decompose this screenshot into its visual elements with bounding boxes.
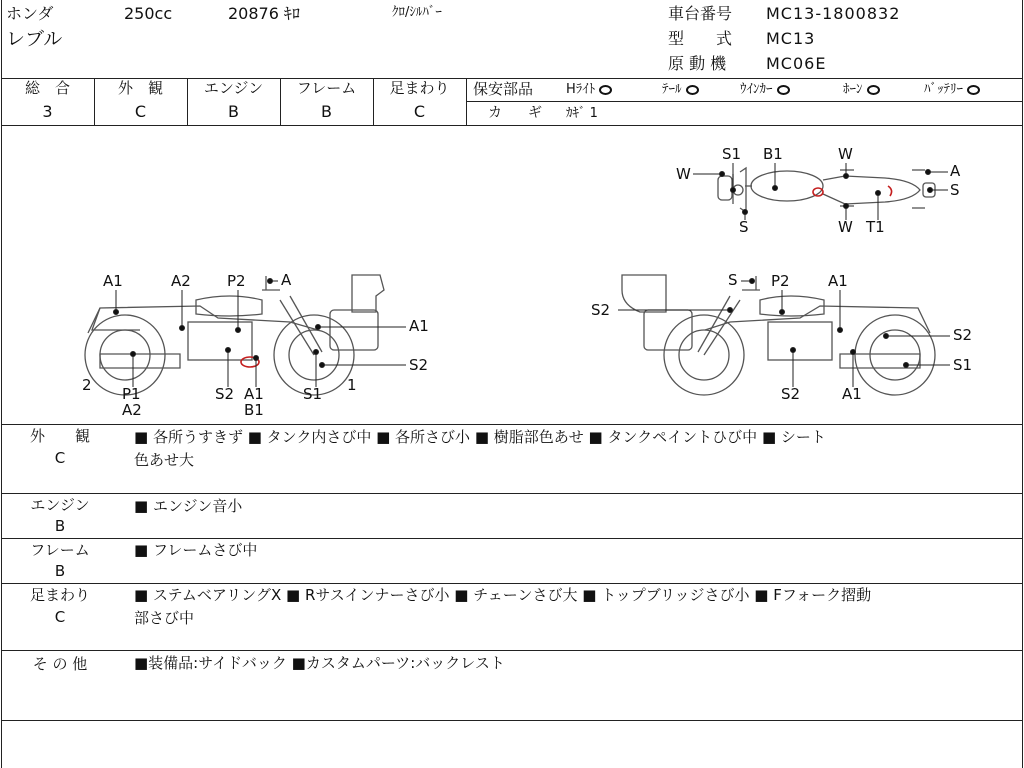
ok-circle-icon — [967, 85, 980, 95]
mileage: 20876 ｷﾛ — [228, 4, 300, 23]
safety-horn — [843, 83, 880, 96]
ok-circle-icon — [867, 85, 880, 95]
ok-circle-icon — [599, 85, 612, 95]
engine-code-label: 原 動 機 — [668, 54, 727, 73]
remark-label-frame: フレーム — [30, 541, 90, 559]
diagram-label: S2 — [781, 385, 801, 403]
maker-name: ホンダ — [6, 4, 54, 23]
grade-suspension-label: 足まわり — [389, 79, 450, 97]
safety-battery-label: ﾊﾞｯﾃﾘｰ — [924, 82, 963, 97]
grade-overall-label: 総 合 — [24, 79, 70, 97]
diagram-label: W — [838, 218, 853, 236]
grade-table-mid — [466, 101, 1023, 102]
diagram-label: P2 — [227, 272, 246, 290]
diagram-label: P1 — [122, 385, 141, 403]
safety-tail-label: ﾃｰﾙ — [662, 82, 682, 97]
body-color: ｸﾛ/ｼﾙﾊﾞｰ — [392, 5, 442, 20]
remarks-divider — [1, 720, 1023, 721]
ok-circle-icon — [777, 85, 790, 95]
grade-engine-value: B — [228, 102, 239, 121]
remark-label-engine: エンジン — [30, 496, 90, 514]
remark-grade-suspension: C — [54, 608, 66, 626]
remark-label-other: そ の 他 — [32, 655, 88, 673]
diagram-label: T1 — [866, 218, 885, 236]
displacement: 250cc — [124, 4, 173, 23]
diagram-label: A1 — [103, 272, 123, 290]
grade-suspension-value: C — [413, 102, 426, 121]
remark-text-suspension: ■ ステムベアリングX ■ Rサスインナーさび小 ■ チェーンさび大 ■ トップブリッジさび小 ■ Fフォーク摺動 — [134, 586, 872, 604]
model-code-label: 型 式 — [668, 29, 733, 48]
diagram-label: S1 — [953, 356, 973, 374]
diagram-label: P2 — [771, 272, 790, 290]
key-value: ｶｷﾞ 1 — [566, 106, 598, 121]
remark-text-exterior: ■ 各所うすきず ■ タンク内さび中 ■ 各所さび小 ■ 樹脂部色あせ ■ タンクペイントひび中 ■ シート — [134, 428, 826, 446]
damage-mark-icon — [888, 186, 892, 196]
engine-code: MC06E — [766, 54, 827, 73]
left-view-outline — [85, 271, 384, 395]
remark-grade-frame: B — [54, 562, 66, 580]
remark-text-other: ■装備品:サイドバック ■カスタムパーツ:バックレスト — [134, 654, 505, 672]
diagram-label: 2 — [82, 376, 92, 394]
diagram-label: S — [728, 271, 738, 289]
diagram-label: A — [950, 162, 961, 180]
grade-frame-value: B — [321, 102, 332, 121]
diagram-label: A1 — [842, 385, 862, 403]
frame-no-label: 車台番号 — [668, 4, 733, 23]
model-name: レブル — [6, 28, 63, 50]
remarks-divider — [1, 650, 1023, 651]
remark-grade-exterior: C — [54, 449, 66, 467]
ok-circle-icon — [686, 85, 699, 95]
safety-parts-label: 保安部品 — [473, 80, 534, 98]
damage-diagram — [0, 126, 1024, 424]
remark-text-frame: ■ フレームさび中 — [134, 541, 258, 559]
safety-winker-label: ｳｲﾝｶｰ — [740, 82, 773, 97]
diagram-label: S2 — [409, 356, 429, 374]
remark-grade-engine: B — [54, 517, 66, 535]
safety-winker — [740, 83, 790, 96]
diagram-label: S2 — [215, 385, 235, 403]
diagram-label: B1 — [244, 401, 264, 419]
diagram-label: W — [676, 165, 691, 183]
safety-horn-label: ﾎｰﾝ — [843, 82, 863, 97]
diagram-label: A2 — [171, 272, 191, 290]
remark-label-exterior: 外 観 — [29, 427, 90, 445]
safety-battery — [924, 83, 980, 96]
diagram-label: S2 — [591, 301, 611, 319]
diagram-label: S1 — [303, 385, 323, 403]
diagram-label: A1 — [244, 385, 264, 403]
diagram-label: 1 — [347, 376, 357, 394]
remark-text-suspension-cont: 部さび中 — [134, 609, 195, 627]
grade-divider — [466, 78, 467, 125]
remark-label-suspension: 足まわり — [29, 586, 90, 604]
safety-headlight-label: Hﾗｲﾄ — [566, 82, 596, 97]
diagram-label: S1 — [722, 145, 742, 163]
diagram-label: B1 — [763, 145, 783, 163]
remarks-divider — [1, 493, 1023, 494]
diagram-label: A1 — [409, 317, 429, 335]
diagram-label: S — [739, 218, 749, 236]
diagram-label: A — [281, 271, 292, 289]
key-label: カ ギ — [488, 105, 548, 121]
safety-headlight — [566, 83, 612, 96]
diagram-label: S — [950, 181, 960, 199]
diagram-label: A2 — [122, 401, 142, 419]
damage-mark-icon — [813, 188, 823, 196]
remark-text-engine: ■ エンジン音小 — [134, 497, 243, 515]
grade-frame-label: フレーム — [296, 79, 357, 97]
remark-text-exterior-cont: 色あせ大 — [134, 451, 195, 469]
safety-tail — [662, 83, 699, 96]
diagram-label: A1 — [828, 272, 848, 290]
grade-engine-label: エンジン — [203, 79, 264, 97]
diagram-label: S2 — [953, 326, 973, 344]
frame-no: MC13-1800832 — [766, 4, 901, 23]
diagram-label: W — [838, 145, 853, 163]
grade-overall-value: 3 — [42, 102, 53, 121]
top-view-outline — [718, 168, 935, 212]
model-code: MC13 — [766, 29, 816, 48]
grade-exterior-value: C — [134, 102, 147, 121]
diagram-bottom — [1, 424, 1023, 425]
grade-exterior-label: 外 観 — [117, 79, 163, 97]
